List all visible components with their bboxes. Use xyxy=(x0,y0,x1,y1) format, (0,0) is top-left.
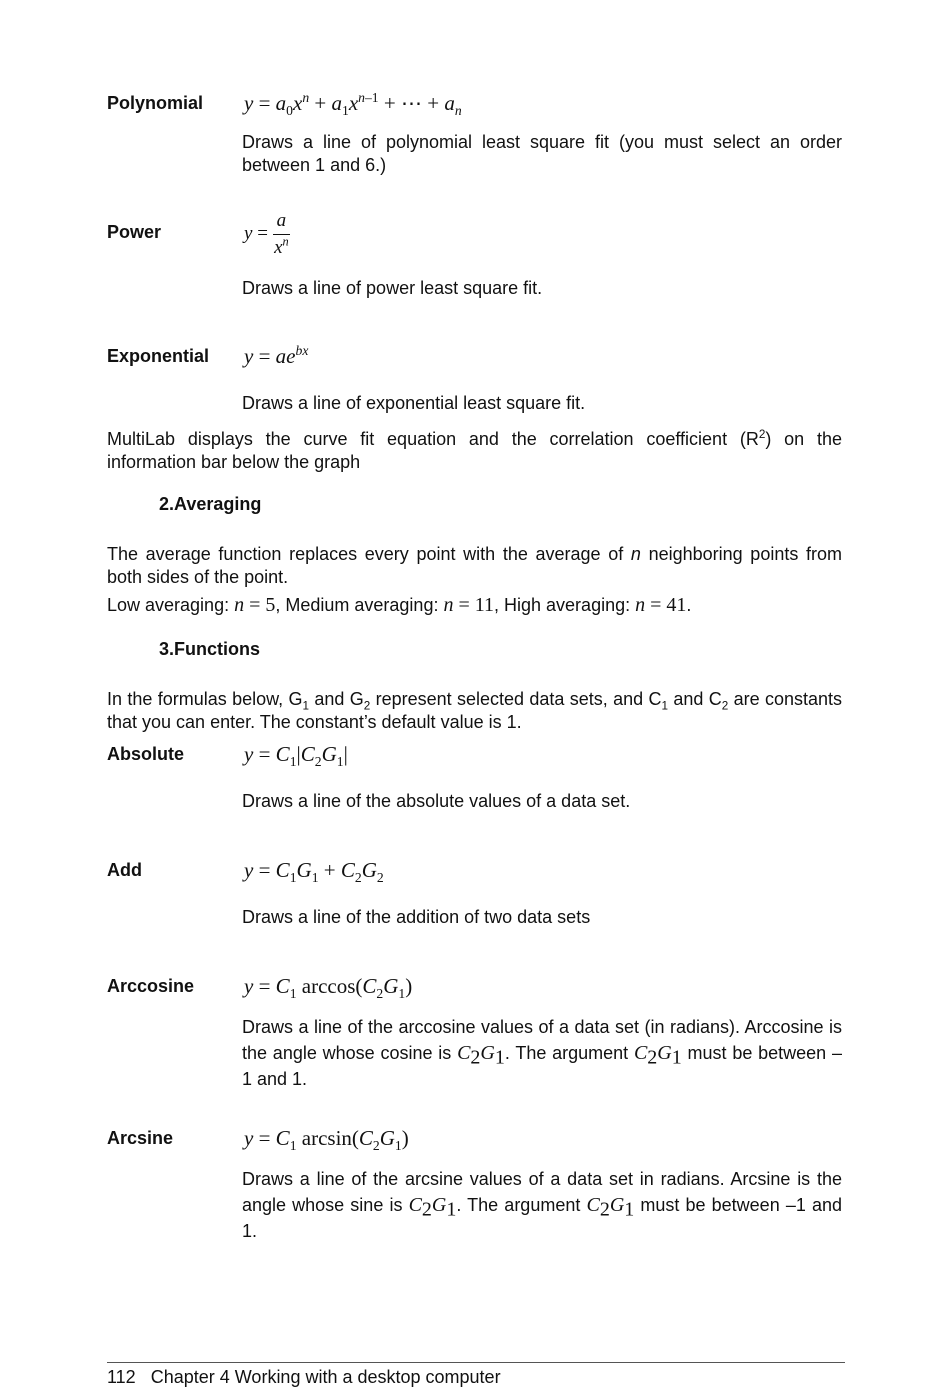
formula-arccosine: $y = C_1$ $\arccos(C_2G_1)$ xyxy=(244,974,413,1002)
footer-divider xyxy=(107,1362,845,1363)
heading-functions: 3.Functions xyxy=(159,639,261,659)
formula-add: $y = C_1G_1 + C_2G_2$ xyxy=(244,858,384,886)
description-polynomial: Draws a line of polynomial least square fit (you must select an order between 1 and 6.) xyxy=(242,132,842,175)
term-arccosine: Arccosine xyxy=(107,976,195,996)
description-add: Draws a line of the addition of two data sets xyxy=(242,907,591,927)
description-exponential: Draws a line of exponential least square fit. xyxy=(242,393,586,413)
description-absolute: Draws a line of the absolute values of a data set. xyxy=(242,791,631,811)
formula-power: y = $\frac{a}{x^n}$ xyxy=(244,210,289,258)
term-exponential: Exponential xyxy=(107,346,210,366)
chapter-title: Chapter 4 Working with a desktop computer xyxy=(150,1367,501,1387)
averaging-levels: Low averaging: n = 5, Medium averaging: n = 11, High averaging: n = 41. xyxy=(107,594,692,616)
page-footer xyxy=(107,1367,501,1388)
page-number: 112 xyxy=(107,1367,136,1387)
description-power: Draws a line of power least square fit. xyxy=(242,278,543,298)
multilab-paragraph: MultiLab displays the curve fit equation and the correlation coefficient $(R^2)$ on the information bar below the graph xyxy=(107,428,842,472)
formula-arcsine: $y = C_1$ $\arcsin(C_2G_1)$ xyxy=(244,1126,409,1154)
description-arccosine: Draws a line of the arccosine values of a data set (in radians). Arccosine is the angle whose cosine is $C_2G_1$. The argument $C_2G_1$ must be between –1 and 1. xyxy=(242,1017,842,1089)
term-add: Add xyxy=(107,860,142,880)
averaging-paragraph: The average function replaces every point with the average of n neighboring points from both sides of the point. xyxy=(107,544,842,587)
term-absolute: Absolute xyxy=(107,744,185,764)
description-arcsine: Draws a line of the arcsine values of a data set in radians. Arcsine is the angle whose sine is $C_2G_1$. The argument $C_2G_1$ must be between –1 and 1. xyxy=(242,1169,842,1241)
term-polynomial: Polynomial xyxy=(107,93,204,113)
term-arcsine: Arcsine xyxy=(107,1128,174,1148)
functions-intro: In the formulas below, $G_1$ and $G_2$ represent selected data sets, and $C_1$ and $C_2$ are constants that you can enter. The constant’s default value is 1. xyxy=(107,689,842,732)
heading-averaging: 2.Averaging xyxy=(159,494,262,514)
formula-absolute: $y = C_1|C_2G_1|$ xyxy=(244,742,348,770)
formula-polynomial: $y = a_0x^n + a_1x^{n-1}$ + ⋯ + $a_n$ xyxy=(244,90,462,119)
formula-exponential: $y = ae^{bx}$ xyxy=(244,343,309,368)
term-power: Power xyxy=(107,222,162,242)
